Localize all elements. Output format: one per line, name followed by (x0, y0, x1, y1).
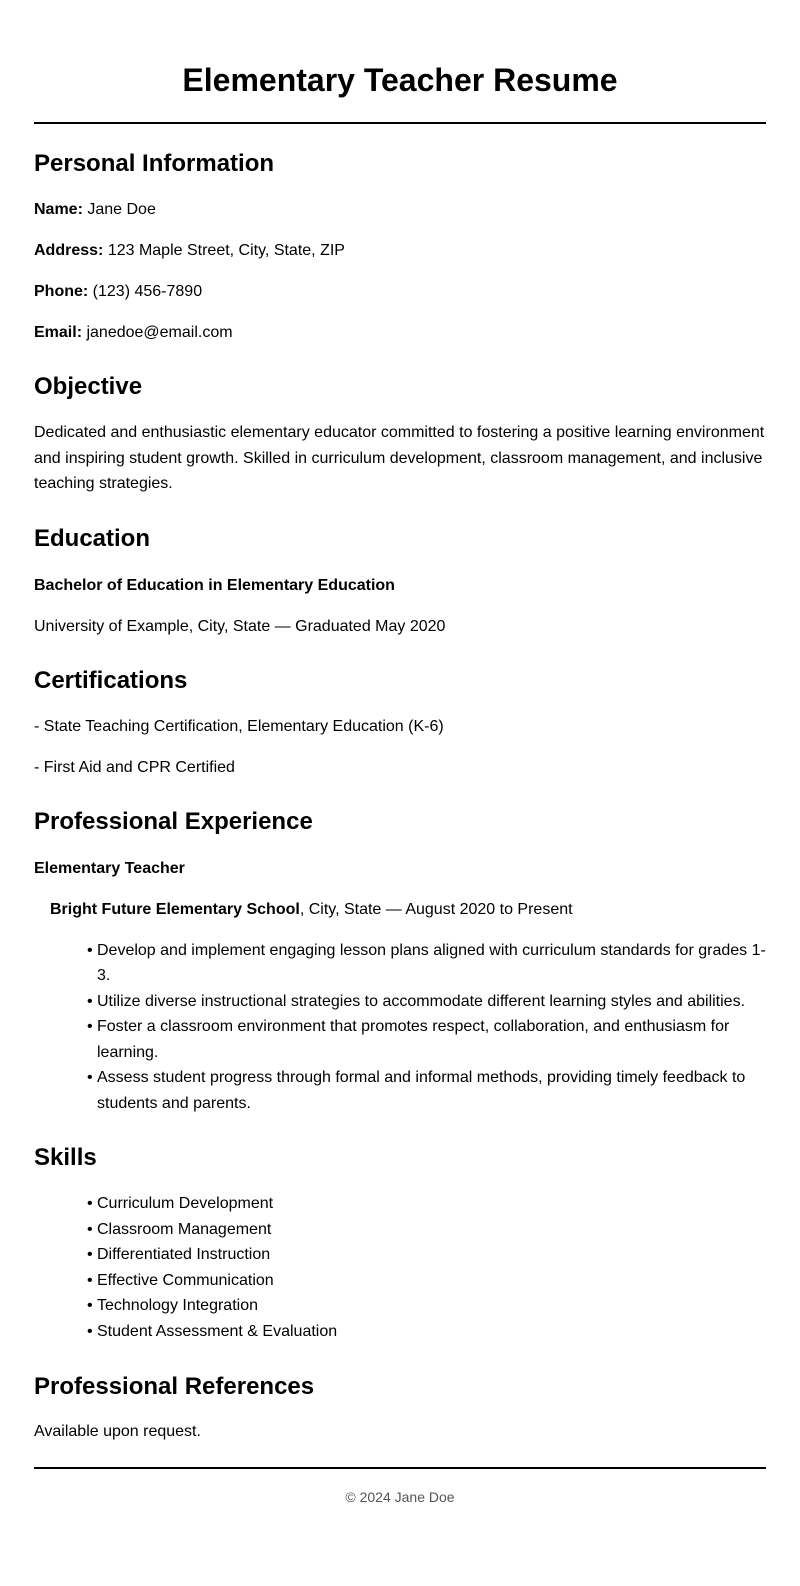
objective-text: Dedicated and enthusiastic elementary educator committed to fostering a positive learning environment and inspiring student growth. Skilled in curriculum development, classroom management, and inclusive teaching strategies. (34, 424, 765, 492)
experience-school: Bright Future Elementary School (50, 900, 300, 918)
email-label: Email: (34, 324, 83, 341)
section-heading-skills: Skills (34, 1144, 97, 1171)
education-degree: Bachelor of Education in Elementary Education (34, 576, 395, 594)
address-value: 123 Maple Street, City, State, ZIP (107, 242, 345, 259)
list-item: • Differentiated Instruction (87, 1242, 766, 1268)
footer-copyright: © 2024 Jane Doe (345, 1489, 455, 1505)
phone-value: (123) 456-7890 (92, 283, 203, 300)
address-label: Address: (34, 242, 104, 259)
section-heading-personal: Personal Information (34, 150, 275, 177)
certification-item: - State Teaching Certification, Elementary Education (K-6) (34, 717, 444, 735)
section-heading-experience: Professional Experience (34, 807, 313, 835)
name-value: Jane Doe (87, 201, 156, 218)
references-section (34, 1373, 766, 1442)
experience-role: Elementary Teacher (34, 859, 185, 877)
name-label: Name: (34, 201, 83, 218)
list-item: • Technology Integration (87, 1293, 766, 1319)
personal-email (34, 323, 766, 343)
experience-bullets (34, 938, 766, 1117)
list-item: • Develop and implement engaging lesson plans aligned with curriculum standards for grades 1-3. (87, 938, 766, 989)
skills-list (34, 1191, 766, 1344)
experience-location-dates: , City, State — August 2020 to Present (299, 900, 573, 918)
personal-address (34, 241, 766, 261)
email-value: janedoe@email.com (86, 324, 233, 341)
personal-phone (34, 282, 766, 302)
references-text: Available upon request. (34, 1423, 201, 1440)
experience-employer (34, 900, 766, 920)
list-item: • Effective Communication (87, 1268, 766, 1294)
section-heading-objective: Objective (34, 373, 143, 400)
list-item: • Assess student progress through formal and informal methods, providing timely feedback to students and parents. (87, 1065, 766, 1116)
experience-section (34, 808, 766, 1117)
certification-item: - First Aid and CPR Certified (34, 758, 235, 776)
section-heading-education: Education (34, 524, 151, 552)
phone-label: Phone: (34, 283, 89, 300)
personal-information-section (34, 150, 766, 343)
list-item: • Classroom Management (87, 1217, 766, 1243)
list-item: • Utilize diverse instructional strategies to accommodate different learning styles and abilities. (87, 989, 766, 1015)
title-divider (34, 122, 766, 124)
education-section (34, 525, 766, 637)
section-heading-references: Professional References (34, 1373, 315, 1400)
list-item: • Curriculum Development (87, 1191, 766, 1217)
skills-section (34, 1144, 766, 1344)
education-details: University of Example, City, State — Graduated May 2020 (34, 617, 446, 635)
section-heading-certifications: Certifications (34, 666, 188, 694)
page-title: Elementary Teacher Resume (182, 62, 618, 98)
personal-name (34, 200, 766, 220)
objective-section (34, 373, 766, 497)
list-item: • Foster a classroom environment that promotes respect, collaboration, and enthusiasm for learning. (87, 1014, 766, 1065)
list-item: • Student Assessment & Evaluation (87, 1319, 766, 1345)
certifications-section (34, 667, 766, 778)
footer-divider (34, 1467, 766, 1469)
